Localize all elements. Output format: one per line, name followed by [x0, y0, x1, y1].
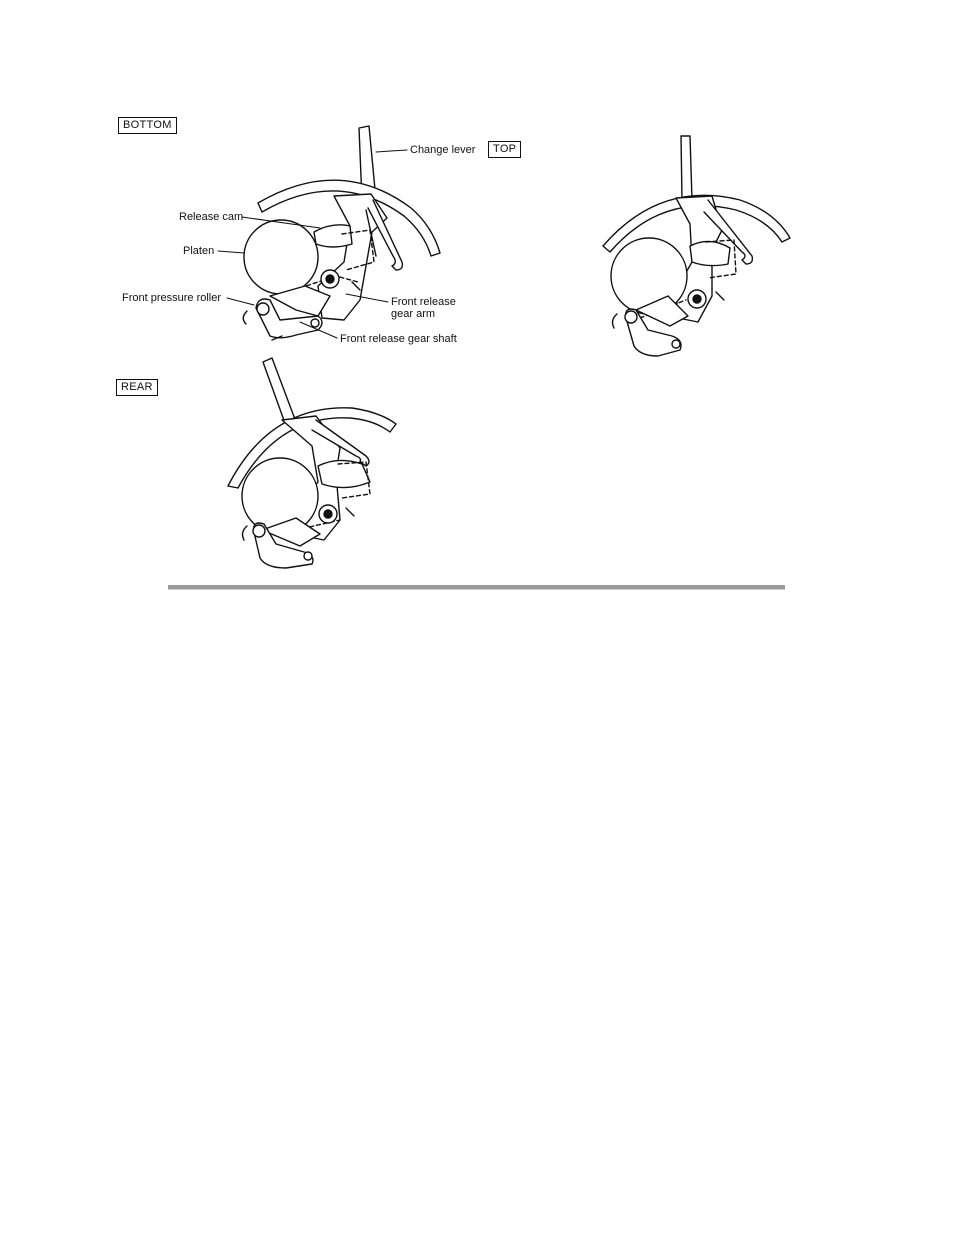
mechanism-bottom — [243, 126, 440, 340]
callout-front-release-gear-shaft: Front release gear shaft — [340, 333, 457, 345]
callout-front-release-gear-arm-line2: gear arm — [391, 308, 436, 320]
mechanism-rear — [228, 358, 396, 568]
panel-label-bottom: BOTTOM — [118, 117, 177, 134]
leader-front-pressure-roller — [227, 298, 254, 305]
mechanism-top — [603, 136, 790, 356]
callout-front-release-gear-arm-line1: Front release — [391, 296, 456, 308]
panel-label-rear: REAR — [116, 379, 158, 396]
platen-top — [611, 238, 687, 314]
leader-change-lever — [376, 150, 407, 152]
callout-release-cam: Release cam — [179, 211, 244, 223]
platen-bottom — [244, 220, 318, 294]
mechanism-figure — [0, 0, 954, 600]
horizontal-divider — [168, 585, 785, 590]
leader-platen — [218, 251, 244, 253]
callout-front-pressure-roller: Front pressure roller — [122, 292, 222, 304]
panel-label-top: TOP — [488, 141, 521, 158]
platen-rear — [242, 458, 318, 534]
callout-change-lever: Change lever — [410, 144, 476, 156]
callout-platen: Platen — [183, 245, 215, 257]
